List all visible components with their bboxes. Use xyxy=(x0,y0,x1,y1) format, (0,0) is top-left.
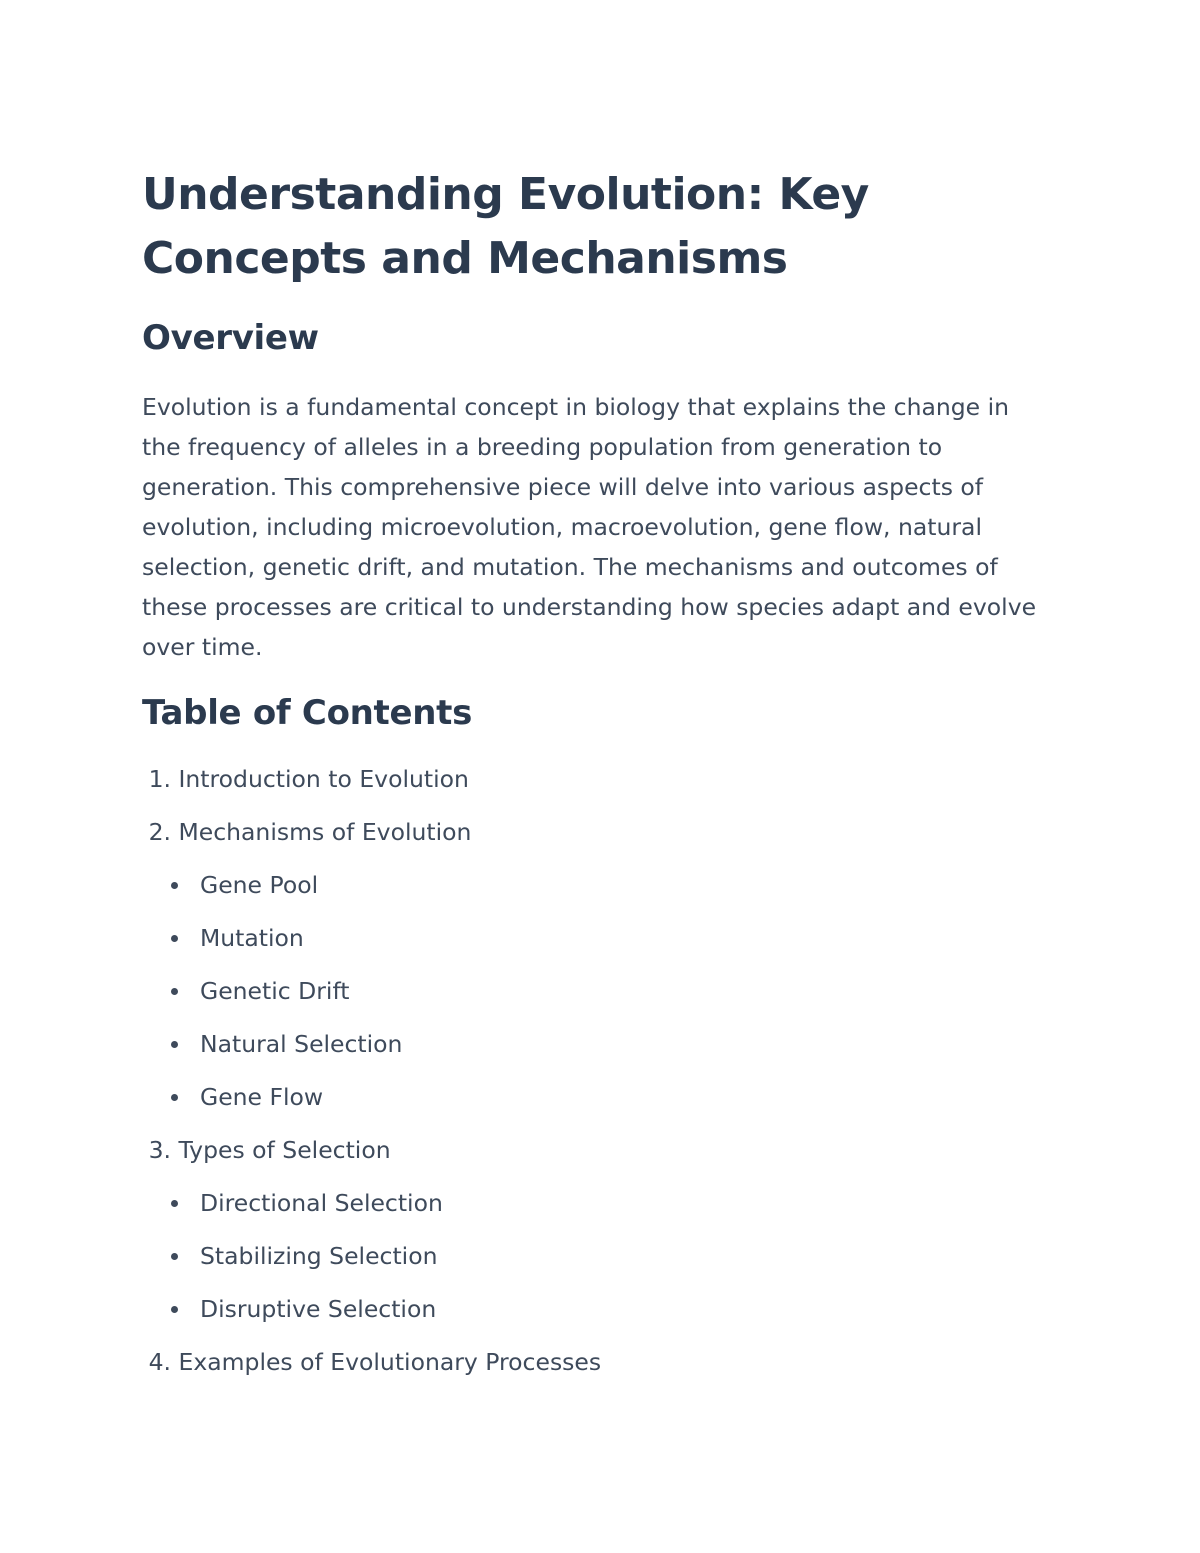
toc-sublabel: Mutation xyxy=(200,924,304,952)
toc-heading: Table of Contents xyxy=(142,693,473,733)
toc-sublabel: Stabilizing Selection xyxy=(200,1242,438,1270)
bullet-icon xyxy=(171,988,178,995)
toc-sublabel: Directional Selection xyxy=(200,1189,443,1217)
toc-sublabel: Gene Pool xyxy=(200,871,319,899)
toc-number: 4. xyxy=(148,1348,171,1376)
bullet-icon xyxy=(171,1094,178,1101)
toc-sublabel: Natural Selection xyxy=(200,1030,403,1058)
toc-subitem-directional-selection xyxy=(142,1183,601,1236)
toc-label: Types of Selection xyxy=(178,1136,391,1164)
toc-item-examples xyxy=(142,1342,601,1395)
toc-subitem-natural-selection xyxy=(142,1024,601,1077)
toc-subitem-disruptive-selection xyxy=(142,1289,601,1342)
table-of-contents xyxy=(142,759,601,1395)
toc-sublabel: Disruptive Selection xyxy=(200,1295,437,1323)
bullet-icon xyxy=(171,1200,178,1207)
toc-subitem-gene-flow xyxy=(142,1077,601,1130)
overview-paragraph: Evolution is a fundamental concept in biology that explains the change in the frequency of alleles in a breeding population from generation to generation. This comprehensive piece will delve into various aspects of evolution, including microevolution, macroevolution, gene flow, natural selection, genetic drift, and mutation. The mechanisms and outcomes of these processes are critical to understanding how species adapt and evolve over time. xyxy=(142,393,1037,661)
toc-subitem-genetic-drift xyxy=(142,971,601,1024)
toc-item-introduction xyxy=(142,759,601,812)
toc-number: 3. xyxy=(148,1136,171,1164)
toc-subitem-stabilizing-selection xyxy=(142,1236,601,1289)
toc-subitem-mutation xyxy=(142,918,601,971)
toc-item-mechanisms xyxy=(142,812,601,865)
toc-label: Examples of Evolutionary Processes xyxy=(178,1348,602,1376)
toc-number: 2. xyxy=(148,818,171,846)
bullet-icon xyxy=(171,1253,178,1260)
bullet-icon xyxy=(171,1041,178,1048)
page-title: Understanding Evolution: Key Concepts and Mechanisms xyxy=(142,169,869,284)
toc-sublabel: Genetic Drift xyxy=(200,977,350,1005)
toc-label: Mechanisms of Evolution xyxy=(178,818,472,846)
overview-heading: Overview xyxy=(142,318,319,358)
toc-label: Introduction to Evolution xyxy=(178,765,469,793)
bullet-icon xyxy=(171,935,178,942)
toc-sublabel: Gene Flow xyxy=(200,1083,324,1111)
toc-number: 1. xyxy=(148,765,171,793)
bullet-icon xyxy=(171,882,178,889)
toc-item-types-of-selection xyxy=(142,1130,601,1183)
toc-subitem-gene-pool xyxy=(142,865,601,918)
bullet-icon xyxy=(171,1306,178,1313)
